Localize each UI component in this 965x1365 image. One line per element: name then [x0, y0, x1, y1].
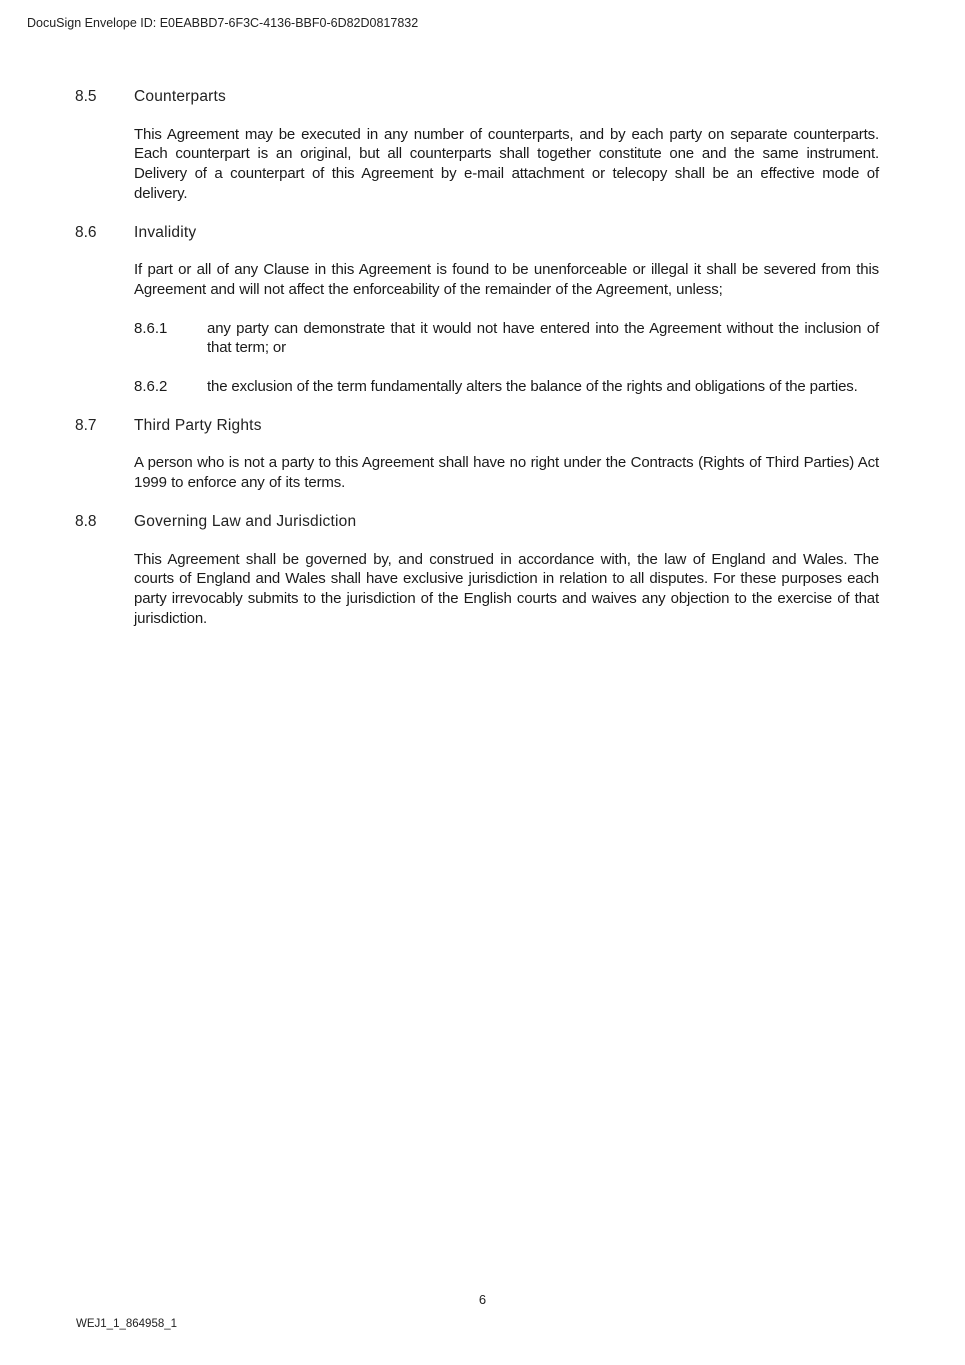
clause-heading-8-7: [75, 416, 879, 436]
clause-title: Third Party Rights: [134, 416, 262, 434]
clause-heading-8-8: [75, 512, 879, 532]
clause-number: 8.5: [75, 88, 97, 105]
clause-number: 8.7: [75, 416, 97, 434]
document-reference: WEJ1_1_864958_1: [76, 1318, 178, 1330]
clause-number: 8.8: [75, 512, 97, 530]
clause-number: 8.6: [75, 223, 97, 241]
clause-paragraph-8-8: This Agreement shall be governed by, and construed in accordance with, the law of England and Wales. The courts of England and Wales shall have exclusive jurisdiction in relation to all disputes. For these purposes each party irrevocably submits to the jurisdiction of the English courts and waives any objection to the exercise of that jurisdiction.: [134, 550, 879, 627]
clause-paragraph-8-6: If part or all of any Clause in this Agreement is found to be unenforceable or illegal it shall be severed from this Agreement and will not affect the enforceability of the remainder of the Agreement, unless;: [134, 261, 879, 298]
clause-heading-8-6: [75, 223, 879, 243]
clause-title: Counterparts: [134, 88, 227, 105]
clause-paragraph-8-7: A person who is not a party to this Agreement shall have no right under the Contracts (Rights of Third Parties) Act 1999 to enforce any of its terms.: [134, 454, 879, 492]
clause-title: Invalidity: [134, 223, 197, 241]
clause-paragraph-8-5: This Agreement may be executed in any number of counterparts, and by each party on separate counterparts. Each counterpart is an original, but all counterparts shall together constitute one and the same instrument. Delivery of a counterpart of this Agreement by e-mail attachment or telecopy shall be an effective mode of delivery.: [134, 125, 879, 202]
subclause-number: 8.6.2: [134, 378, 168, 396]
document-body: [75, 87, 879, 647]
subclause-number: 8.6.1: [134, 319, 168, 337]
subclause-text: the exclusion of the term fundamentally alters the balance of the rights and obligations of the parties.: [207, 378, 858, 396]
clause-heading-8-5: [75, 87, 879, 107]
clause-title: Governing Law and Jurisdiction: [134, 512, 357, 530]
page-number: 6: [478, 1292, 487, 1307]
subclause-8-6-1: [134, 319, 879, 358]
docusign-envelope-id: DocuSign Envelope ID: E0EABBD7-6F3C-4136-BBF0-6D82D0817832: [27, 16, 419, 30]
subclause-text: any party can demonstrate that it would not have entered into the Agreement without the inclusion of that term; or: [207, 319, 879, 357]
subclause-8-6-2: [134, 377, 879, 397]
